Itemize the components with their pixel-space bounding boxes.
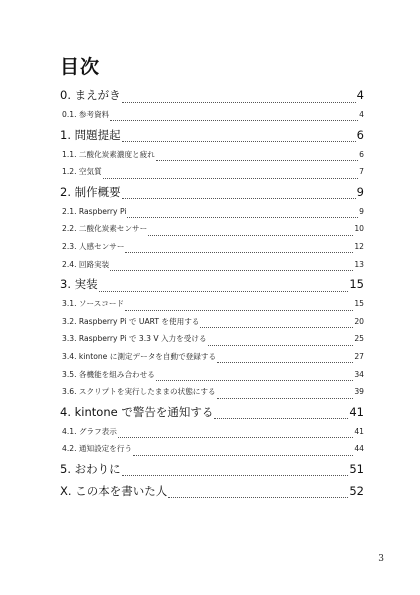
dot-leader [217, 348, 353, 366]
dot-leader [118, 423, 353, 441]
toc-chapter-entry[interactable] [60, 459, 364, 480]
toc-entry-page: 52 [349, 483, 364, 498]
dot-leader [125, 238, 353, 256]
toc-chapter-entry[interactable] [60, 402, 364, 423]
toc-chapter-entry[interactable] [60, 182, 364, 203]
toc-entry-label: 2.3. 人感センサー [62, 241, 125, 251]
toc-entry-label: 3.5. 各機能を組み合わせる [62, 369, 155, 379]
dot-leader [110, 106, 358, 124]
page-number: 3 [378, 554, 384, 564]
dot-leader [133, 440, 353, 458]
toc-entry-label: 5. おわりに [60, 461, 121, 476]
toc-entry-label: 0. まえがき [60, 88, 121, 102]
toc-list [60, 84, 364, 502]
toc-entry-page: 44 [354, 444, 364, 454]
toc-section-entry[interactable] [60, 203, 364, 221]
toc-entry-label: 4. kintone で警告を通知する [60, 404, 214, 419]
toc-entry-label: 1.1. 二酸化炭素濃度と疲れ [62, 149, 155, 159]
dot-leader [99, 274, 349, 295]
dot-leader [217, 383, 354, 401]
dot-leader [156, 146, 358, 164]
toc-section-entry[interactable] [60, 220, 364, 238]
dot-leader [156, 366, 353, 384]
toc-section-entry[interactable] [60, 440, 364, 458]
toc-entry-page: 39 [354, 387, 364, 397]
toc-title: 目次 [60, 56, 101, 78]
toc-entry-page: 34 [354, 369, 364, 379]
toc-entry-page: 12 [354, 241, 364, 251]
toc-chapter-entry[interactable] [60, 274, 364, 295]
toc-section-entry[interactable] [60, 295, 364, 313]
toc-entry-page: 27 [354, 351, 364, 361]
toc-entry-label: 3.4. kintone に測定データを自動で登録する [62, 351, 217, 361]
toc-entry-label: 3. 実装 [60, 277, 98, 292]
toc-entry-page: 41 [354, 426, 364, 436]
toc-entry-label: 2. 制作概要 [60, 184, 121, 199]
toc-entry-page: 4 [356, 88, 364, 102]
toc-chapter-entry[interactable] [60, 481, 364, 502]
toc-section-entry[interactable] [60, 423, 364, 441]
toc-entry-page: 6 [359, 149, 364, 159]
toc-section-entry[interactable] [60, 348, 364, 366]
toc-entry-page: 41 [349, 404, 364, 419]
toc-entry-label: 2.1. Raspberry Pi [62, 206, 127, 216]
dot-leader [122, 85, 356, 106]
toc-section-entry[interactable] [60, 330, 364, 348]
toc-entry-page: 9 [359, 206, 364, 216]
toc-entry-page: 9 [356, 184, 364, 199]
toc-section-entry[interactable] [60, 256, 364, 274]
toc-entry-page: 4 [359, 110, 364, 119]
dot-leader [103, 163, 358, 181]
toc-entry-page: 6 [356, 127, 364, 142]
dot-leader [168, 481, 348, 502]
toc-section-entry[interactable] [60, 238, 364, 256]
toc-entry-page: 15 [354, 299, 364, 309]
toc-section-entry[interactable] [60, 146, 364, 164]
toc-section-entry[interactable] [60, 106, 364, 124]
dot-leader [208, 330, 354, 348]
dot-leader [200, 313, 353, 331]
toc-entry-label: 2.2. 二酸化炭素センサー [62, 224, 148, 234]
toc-entry-label: 4.2. 通知設定を行う [62, 444, 133, 454]
dot-leader [125, 295, 353, 313]
toc-entry-page: 13 [354, 259, 364, 269]
dot-leader [148, 220, 353, 238]
toc-chapter-entry[interactable] [60, 85, 364, 106]
toc-entry-label: 4.1. グラフ表示 [62, 426, 117, 436]
dot-leader [127, 203, 358, 221]
dot-leader [122, 125, 356, 146]
toc-entry-label: 2.4. 回路実装 [62, 259, 110, 269]
toc-section-entry[interactable] [60, 313, 364, 331]
toc-entry-page: 25 [354, 334, 364, 344]
dot-leader [122, 182, 356, 203]
dot-leader [110, 256, 353, 274]
toc-section-entry[interactable] [60, 366, 364, 384]
toc-entry-page: 10 [354, 224, 364, 234]
toc-entry-page: 20 [354, 316, 364, 326]
toc-entry-page: 15 [349, 277, 364, 292]
toc-entry-label: X. この本を書いた人 [60, 483, 168, 498]
toc-entry-label: 0.1. 参考資料 [62, 110, 110, 119]
toc-entry-page: 7 [359, 167, 364, 177]
toc-section-entry[interactable] [60, 163, 364, 181]
toc-section-entry[interactable] [60, 383, 364, 401]
dot-leader [214, 402, 348, 423]
toc-entry-label: 3.6. スクリプトを実行したままの状態にする [62, 387, 216, 397]
toc-entry-label: 1. 問題提起 [60, 127, 121, 142]
toc-entry-label: 3.1. ソースコード [62, 299, 125, 309]
toc-entry-label: 3.2. Raspberry Pi で UART を使用する [62, 316, 200, 326]
toc-entry-label: 1.2. 空気質 [62, 167, 102, 177]
toc-chapter-entry[interactable] [60, 125, 364, 146]
toc-entry-page: 51 [349, 461, 364, 476]
dot-leader [122, 459, 349, 480]
toc-entry-label: 3.3. Raspberry Pi で 3.3 V 入力を受ける [62, 334, 207, 344]
